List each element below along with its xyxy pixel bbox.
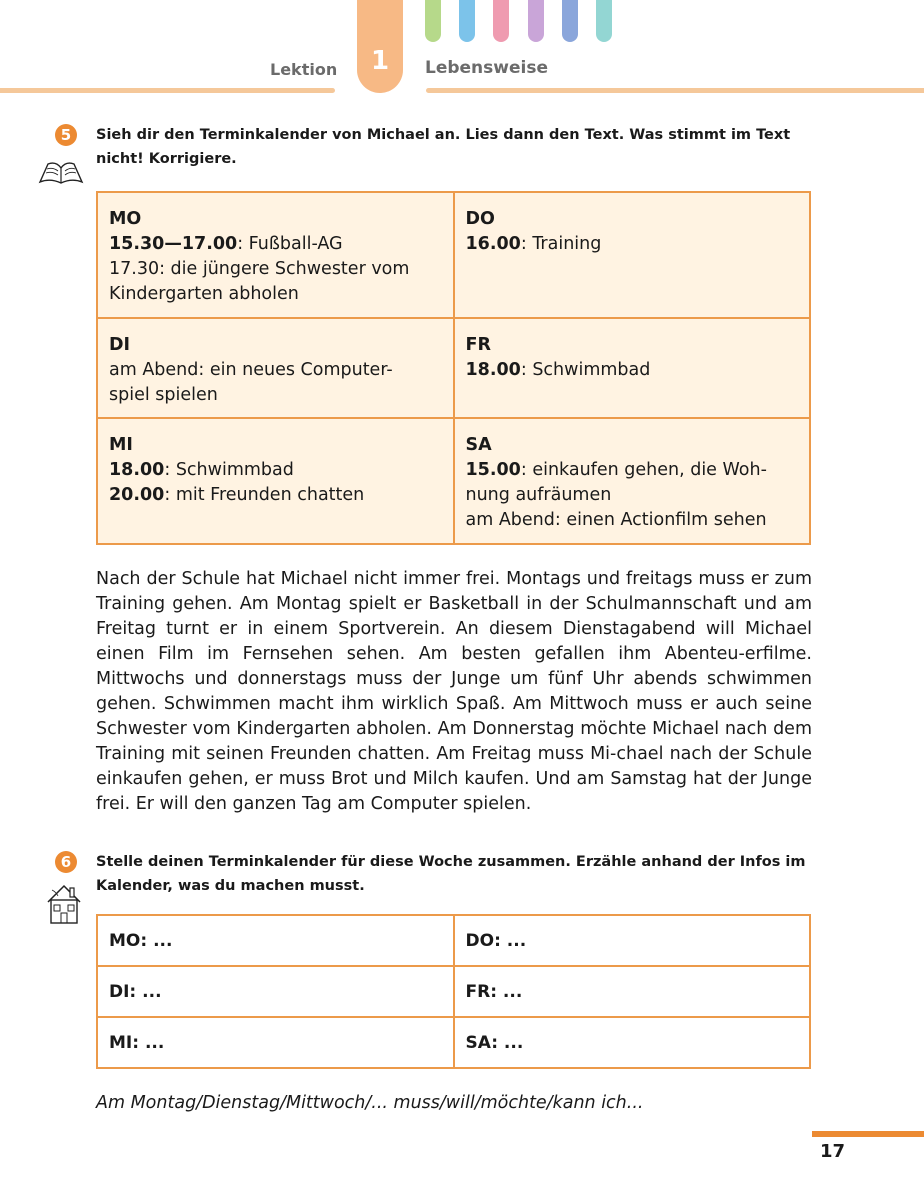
lesson-number: 1 bbox=[370, 46, 390, 76]
calendar-slot-mo: MO: ... bbox=[97, 915, 454, 966]
event: : Schwimmbad bbox=[164, 460, 294, 480]
color-pill-4 bbox=[528, 0, 544, 42]
open-book-icon bbox=[38, 156, 84, 186]
lesson-title: Lebensweise bbox=[425, 58, 548, 78]
color-pill-5 bbox=[562, 0, 578, 42]
task-number-badge: 6 bbox=[55, 851, 77, 873]
calendar-cell-mo bbox=[97, 192, 454, 318]
event-line: nung aufräumen bbox=[465, 485, 612, 505]
color-pill-3 bbox=[493, 0, 509, 42]
event: : mit Freunden chatten bbox=[164, 485, 365, 505]
task6-instruction: Stelle deinen Terminkalender für diese Woche zusammen. Erzähle anhand der Infos im Kalender, was du machen musst. bbox=[96, 854, 806, 894]
time: 16.00 bbox=[465, 234, 521, 254]
page-number: 17 bbox=[820, 1141, 846, 1162]
event-line: am Abend: ein neues Computer- bbox=[109, 360, 393, 380]
calendar-slot-mi: MI: ... bbox=[97, 1017, 454, 1068]
day-label: SA bbox=[465, 435, 492, 455]
calendar-slot-sa: SA: ... bbox=[454, 1017, 811, 1068]
header-rule-right bbox=[426, 88, 924, 93]
calendar-slot-fr: FR: ... bbox=[454, 966, 811, 1017]
task-number-badge: 5 bbox=[55, 124, 77, 146]
time: 15.00 bbox=[465, 460, 521, 480]
event: : Training bbox=[520, 234, 602, 254]
michael-calendar bbox=[96, 191, 811, 545]
time: 15.30—17.00 bbox=[109, 234, 238, 254]
time: 20.00 bbox=[109, 485, 165, 505]
color-pill-2 bbox=[459, 0, 475, 42]
house-icon bbox=[44, 882, 84, 926]
day-label: DI bbox=[109, 335, 131, 355]
header-rule-left bbox=[0, 88, 335, 93]
event: : Schwimmbad bbox=[520, 360, 651, 380]
time: 18.00 bbox=[109, 460, 165, 480]
event-line: am Abend: einen Actionfilm sehen bbox=[465, 510, 767, 530]
event-line: Kindergarten abholen bbox=[109, 284, 299, 304]
reading-text: Nach der Schule hat Michael nicht immer frei. Montags und freitags muss er zum Training gehen. Am Montag spielt er Basketball in der Schulmannschaft und am Freitag turnt er in einem Sportverein. An diesem Dienstagabend will Michael einen Film im Fernsehen sehen. Am besten gefallen ihm Abenteu-erfilme. Mittwochs und donnerstags muss der Junge um fünf Uhr abends schwimmen gehen. Schwimmen macht ihm wirklich Spaß. Am Mittwoch muss er auch seine Schwester vom Kindergarten abholen. Am Donnerstag möchte Michael nach dem Training mit seinen Freunden chatten. Am Freitag muss Mi-chael nach der Schule einkaufen gehen, er muss Brot und Milch kaufen. Und am Samstag hat der Junge frei. Er will den ganzen Tag am Computer spielen. bbox=[96, 569, 812, 814]
calendar-cell-di bbox=[97, 318, 454, 418]
calendar-cell-do bbox=[454, 192, 811, 318]
calendar-cell-mi bbox=[97, 418, 454, 544]
time: 18.00 bbox=[465, 360, 521, 380]
my-calendar bbox=[96, 914, 811, 1069]
color-pill-1 bbox=[425, 0, 441, 42]
lektion-label: Lektion bbox=[270, 60, 338, 79]
calendar-slot-do: DO: ... bbox=[454, 915, 811, 966]
calendar-cell-sa bbox=[454, 418, 811, 544]
day-label: DO bbox=[465, 209, 495, 229]
day-label: MI bbox=[109, 435, 133, 455]
color-pill-6 bbox=[596, 0, 612, 42]
event-line: 17.30: die jüngere Schwester vom bbox=[109, 259, 410, 279]
event: : Fußball-AG bbox=[237, 234, 343, 254]
footer-rule bbox=[812, 1131, 924, 1137]
day-label: MO bbox=[109, 209, 142, 229]
event: : einkaufen gehen, die Woh- bbox=[520, 460, 767, 480]
day-label: FR bbox=[465, 335, 491, 355]
event-line: spiel spielen bbox=[109, 385, 218, 405]
model-sentence: Am Montag/Dienstag/Mittwoch/... muss/will/möchte/kann ich... bbox=[96, 1093, 644, 1113]
calendar-slot-di: DI: ... bbox=[97, 966, 454, 1017]
task5-instruction: Sieh dir den Terminkalender von Michael an. Lies dann den Text. Was stimmt im Text nicht! Korrigiere. bbox=[96, 127, 791, 167]
calendar-cell-fr bbox=[454, 318, 811, 418]
